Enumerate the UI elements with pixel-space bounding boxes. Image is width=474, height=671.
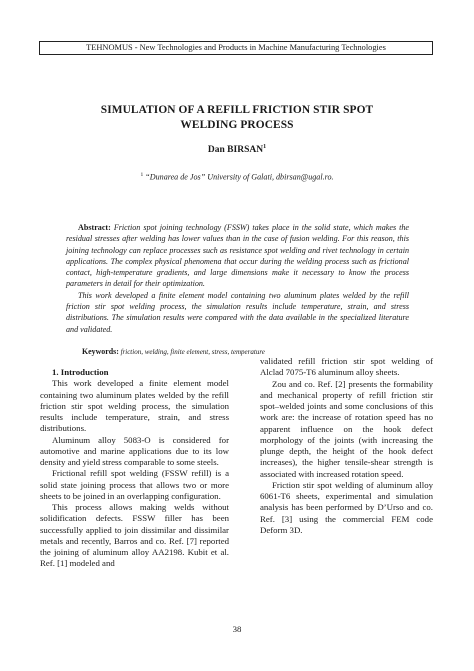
- body-paragraph: validated refill friction stir spot welding of Alclad 7075-T6 aluminum alloy sheets.: [260, 356, 433, 378]
- body-paragraph: Zou and co. Ref. [2] presents the formability and mechanical property of refill friction stir spot–welded joints and some conclusions of this work are: the increase of rotation speed has no apparent influence on the hook defect morphology of the joints (with increasing the plunge depth, the height of the hook defect increases), the higher tensile-shear strength is associated with increased rotation speed.: [260, 378, 433, 479]
- abstract-label: Abstract:: [78, 223, 111, 232]
- right-column: [260, 356, 433, 536]
- body-paragraph: This work developed a finite element model containing two aluminum plates welded by the refill friction stir spot welding process, the simulation results include temperature, strain, and stress distributions.: [40, 378, 229, 434]
- page-number: 38: [232, 624, 242, 634]
- abstract-text-1: Friction spot joining technology (FSSW) takes place in the solid state, which makes the residual stresses after welding has lower values than in the case of fusion welding. For this reason, this joining technology can replace processes such as resistance spot welding and rivet technology in certain applications. The complex physical phenomena that occur during the welding process such as frictional contact, high-temperature gradients, and large dimensions make it necessary to know the process parameters in detail for their optimization.: [66, 223, 409, 289]
- affiliation-superscript: 1: [140, 172, 144, 178]
- abstract-paragraph-1: [66, 222, 409, 290]
- body-paragraph: Frictional refill spot welding (FSSW refill) is a solid state joining process that allows two or more sheets to be joined in an overlapping configuration.: [40, 468, 229, 501]
- author: [40, 144, 434, 155]
- abstract-paragraph-2: This work developed a finite element model containing two aluminum plates welded by the refill friction stir spot welding process, the simulation results include temperature, strain, and stress distributions. The simulation results were compared with the data available in the specialized literature and validated.: [66, 290, 409, 334]
- keywords-list: friction, welding, finite element, stress, temperature: [120, 348, 265, 356]
- body-paragraph: This process allows making welds without solidification defects. FSSW filler has been successfully applied to join dissimilar and dissimilar metals and recently, Barros and co. Ref. [7] reported the joining of aluminum alloy AA2198. Kubit et al. Ref. [1] modeled and: [40, 502, 229, 569]
- keywords: [82, 347, 272, 356]
- body-paragraph: Friction stir spot welding of aluminum alloy 6061-T6 sheets, experimental and simulation analysis has been performed by D’Urso and co. Ref. [3] using the commercial FEM code Deform 3D.: [260, 479, 433, 535]
- title-line-2: WELDING PROCESS: [180, 119, 294, 131]
- author-superscript: 1: [263, 144, 267, 150]
- affiliation-text: “Dunarea de Jos” University of Galati, dbirsan@ugal.ro.: [145, 172, 334, 182]
- abstract: [66, 222, 409, 335]
- body-paragraph: Aluminum alloy 5083-O is considered for automotive and marine applications due to its low density and yield stress comparable to some steels.: [40, 434, 229, 467]
- author-name: Dan BIRSAN: [207, 145, 264, 156]
- journal-header: TEHNOMUS - New Technologies and Products in Machine Manufacturing Technologies: [39, 41, 433, 55]
- title-line-1: SIMULATION OF A REFILL FRICTION STIR SPOT: [100, 104, 374, 116]
- left-column: [40, 367, 229, 570]
- keywords-label: Keywords:: [82, 347, 119, 356]
- affiliation: [40, 172, 434, 182]
- section-heading: 1. Introduction: [52, 367, 109, 377]
- paper-title: [40, 103, 434, 133]
